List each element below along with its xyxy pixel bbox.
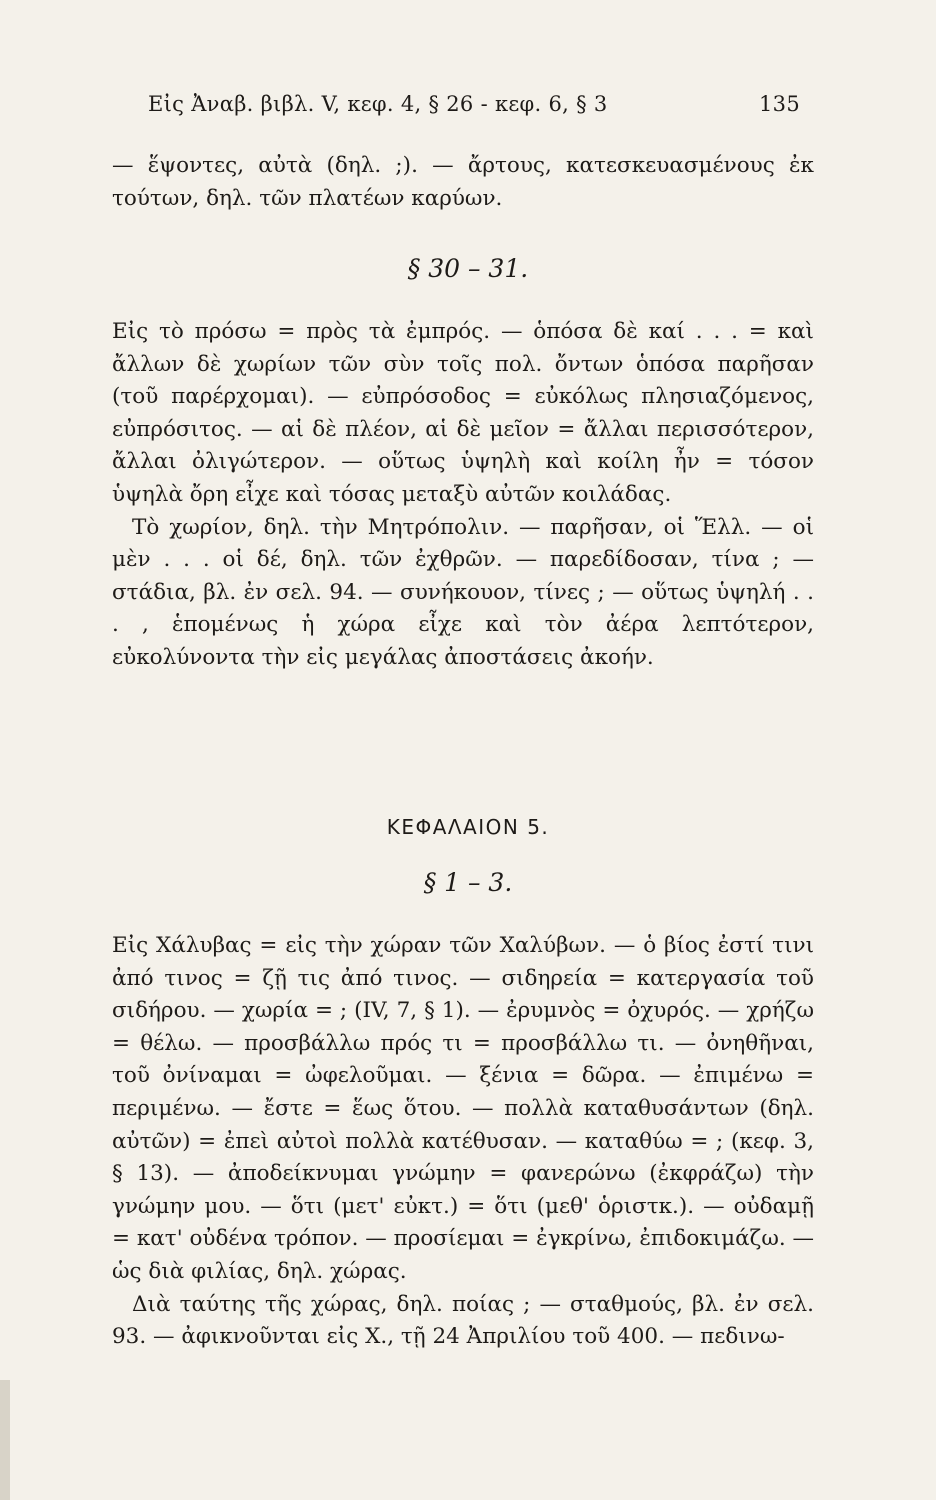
commentary-block-3 — [112, 930, 814, 1354]
section-heading-30-31: § 30 – 31. — [407, 254, 529, 283]
paragraph: Εἰς τὸ πρόσω = πρὸς τὰ ἐμπρός. — ὁπόσα δὲ καί . . . = καὶ ἄλλων δὲ χωρίων τῶν σὺν τοῖς πολ. ὄντων ὁπόσα παρῆσαν (τοῦ παρέρχομαι). — εὐπρόσοδος = εὐκόλως πλησιαζόμενος, εὐπρόσιτος. — αἱ δὲ πλέον, αἱ δὲ μεῖον = ἄλλαι περισσότερον, ἄλλαι ὀλιγώτερον. — οὕτως ὑψηλὴ καὶ κοίλη ἦν = τόσον ὑψηλὰ ὄρη εἶχε καὶ τόσας μεταξὺ αὐτῶν κοιλάδας. — [112, 319, 814, 507]
running-title: Εἰς Ἀναβ. βιβλ. V, κεφ. 4, § 26 - κεφ. 6, § 3 — [148, 92, 608, 116]
paragraph: — ἕψοντες, αὐτὰ (δηλ. ;). — ἄρτους, κατεσκευασμένους ἐκ τούτων, δηλ. τῶν πλατέων καρύων. — [112, 153, 814, 211]
scan-edge-shadow — [0, 1380, 10, 1500]
section-heading-1-3: § 1 – 3. — [423, 868, 513, 897]
paragraph: Τὸ χωρίον, δηλ. τὴν Μητρόπολιν. — παρῆσαν, οἱ Ἕλλ. — οἱ μὲν . . . οἱ δέ, δηλ. τῶν ἐχθρῶν. — παρεδίδοσαν, τίνα ; — στάδια, βλ. ἐν σελ. 94. — συνήκουον, τίνες ; — οὕτως ὑψηλή . . . , ἑπομένως ἡ χώρα εἶχε καὶ τὸν ἀέρα λεπτότερον, εὐκολύνοντα τὴν εἰς μεγάλας ἀποστάσεις ἀκοήν. — [112, 514, 814, 670]
chapter-heading: ΚΕΦΑΛΑΙΟΝ 5. — [386, 815, 550, 839]
page-number: 135 — [759, 92, 800, 116]
paragraph: Διὰ ταύτης τῆς χώρας, δηλ. ποίας ; — σταθμούς, βλ. ἐν σελ. 93. — ἀφικνοῦνται εἰς Χ., τῇ 24 Ἀπριλίου τοῦ 400. — πεδινω- — [112, 1291, 814, 1350]
commentary-block-1 — [112, 150, 814, 215]
commentary-block-2 — [112, 316, 814, 675]
paragraph: Εἰς Χάλυβας = εἰς τὴν χώραν τῶν Χαλύβων. — ὁ βίος ἐστί τινι ἀπό τινος = ζῇ τις ἀπό τινος. — σιδηρεία = κατεργασία τοῦ σιδήρου. — χωρία = ; (IV, 7, § 1). — ἐρυμνὸς = ὀχυρός. — χρήζω = θέλω. — προσβάλλω πρός τι = προσβάλλω τι. — ὀνηθῆναι, τοῦ ὀνίναμαι = ὠφελοῦμαι. — ξένια = δῶρα. — ἐπιμένω = περιμένω. — ἔστε = ἕως ὅτου. — πολλὰ καταθυσάντων (δηλ. αὐτῶν) = ἐπεὶ αὐτοὶ πολλὰ κατέθυσαν. — καταθύω = ; (κεφ. 3, § 13). — ἀποδείκνυμαι γνώμην = φανερώνω (ἐκφράζω) τὴν γνώμην μου. — ὅτι (μετ' εὐκτ.) = ὅτι (μεθ' ὁριστκ.). — οὐδαμῇ = κατ' οὐδένα τρόπον. — προσίεμαι = ἐγκρίνω, ἐπιδοκιμάζω. — ὡς διὰ φιλίας, δηλ. χώρας. — [112, 933, 815, 1284]
